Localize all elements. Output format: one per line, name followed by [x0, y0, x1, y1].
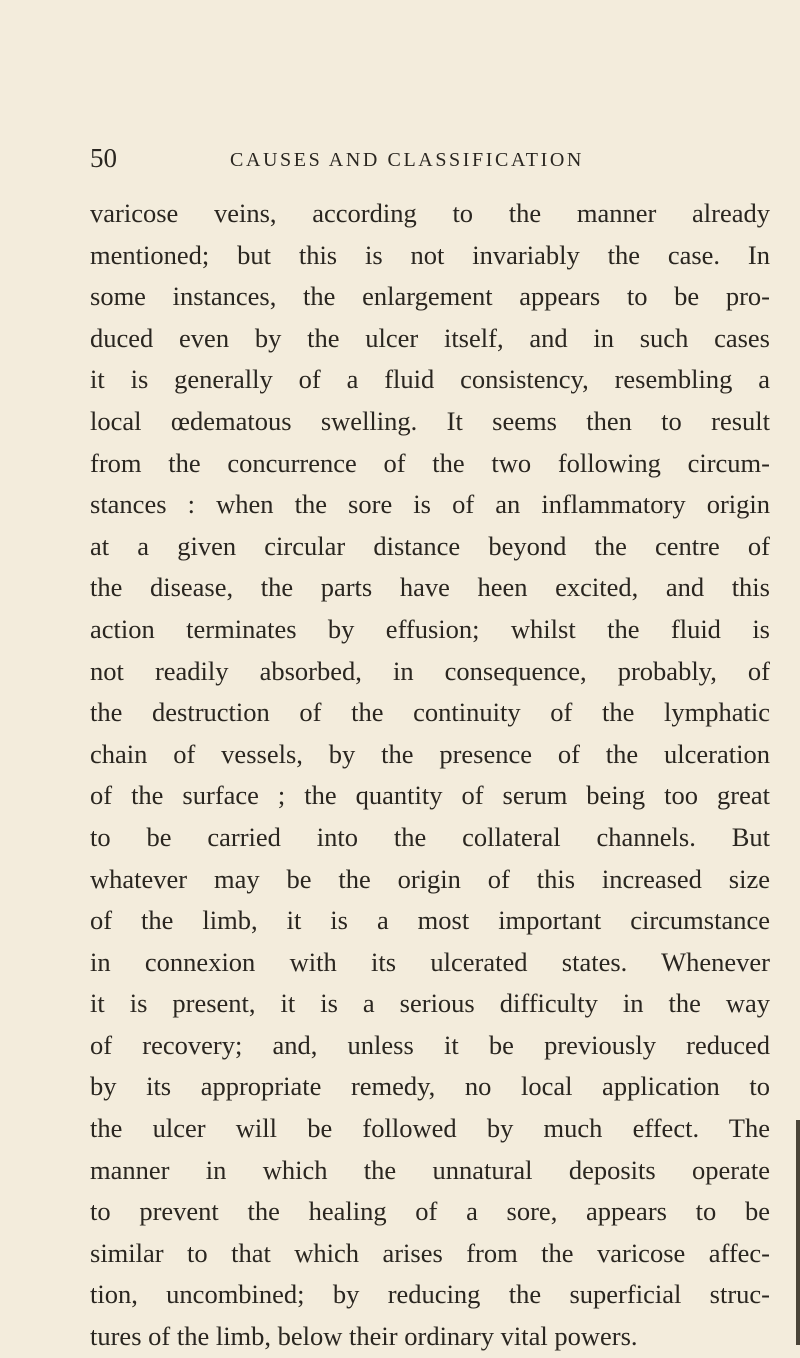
text-line: of recovery; and, unless it be previously reduced — [90, 1029, 770, 1060]
text-line: the destruction of the continuity of the lymphatic — [90, 697, 770, 728]
running-head: CAUSES AND CLASSIFICATION — [230, 149, 584, 171]
text-line: mentioned; but this is not invariably the case. In — [90, 239, 770, 270]
text-line: action terminates by effusion; whilst the fluid is — [90, 613, 770, 644]
body-text — [90, 193, 770, 1358]
text-line: whatever may be the origin of this increased size — [90, 863, 770, 894]
text-line: it is present, it is a serious difficulty in the way — [90, 988, 770, 1019]
text-line: from the concurrence of the two following circum- — [90, 447, 770, 478]
text-line: not readily absorbed, in consequence, probably, of — [90, 655, 770, 686]
text-line: stances : when the sore is of an inflammatory origin — [90, 489, 770, 520]
text-line: some instances, the enlargement appears to be pro- — [90, 281, 770, 312]
page-number: 50 — [90, 143, 117, 173]
text-line: tion, uncombined; by reducing the superficial struc- — [90, 1279, 770, 1310]
text-line: tures of the limb, below their ordinary vital powers. — [90, 1321, 638, 1352]
text-line: manner in which the unnatural deposits operate — [90, 1154, 770, 1185]
text-line: of the surface ; the quantity of serum being too great — [90, 780, 770, 811]
page-edge-shadow — [796, 1120, 800, 1345]
text-line: in connexion with its ulcerated states. Whenever — [90, 946, 770, 977]
text-line: to be carried into the collateral channels. But — [90, 821, 770, 852]
page-header — [90, 143, 770, 177]
text-line: it is generally of a fluid consistency, resembling a — [90, 364, 770, 395]
text-line: varicose veins, according to the manner already — [90, 198, 770, 228]
text-line: to prevent the healing of a sore, appears to be — [90, 1196, 770, 1227]
text-line: by its appropriate remedy, no local application to — [90, 1071, 770, 1102]
text-line: the ulcer will be followed by much effect. The — [90, 1113, 770, 1144]
text-line: at a given circular distance beyond the centre of — [90, 530, 770, 561]
text-line: of the limb, it is a most important circumstance — [90, 905, 770, 936]
text-line: similar to that which arises from the varicose affec- — [90, 1237, 770, 1268]
text-line: chain of vessels, by the presence of the ulceration — [90, 738, 770, 769]
text-line: local œdematous swelling. It seems then to result — [90, 405, 770, 436]
text-line: the disease, the parts have heen excited, and this — [90, 572, 770, 603]
text-line: duced even by the ulcer itself, and in such cases — [90, 322, 770, 353]
